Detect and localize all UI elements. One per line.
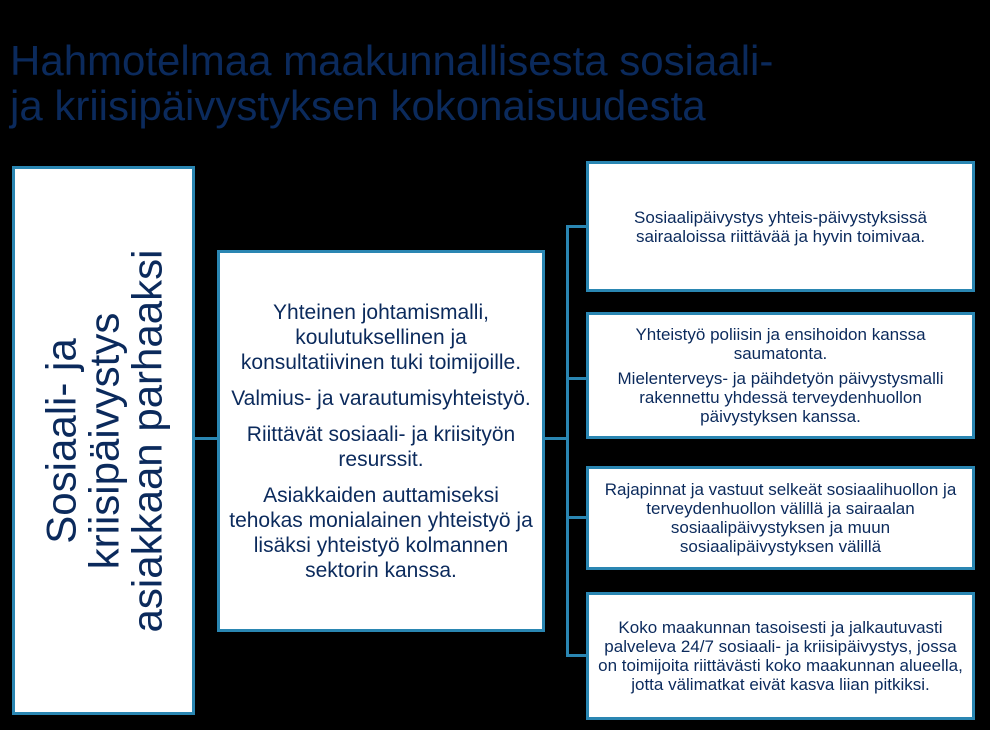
connector-vertical-spine bbox=[566, 225, 569, 657]
connector-left-middle bbox=[195, 437, 217, 440]
right-node-2-text-2: Mielenterveys- ja päihdetyön päivystysmalli rakennettu yhdessä terveydenhuollon päivystyksen kanssa. bbox=[617, 369, 944, 426]
root-line-2: kriisipäivystys bbox=[80, 312, 127, 569]
root-line-3: asiakkaan parhaaksi bbox=[123, 249, 170, 632]
connector-middle-trunk bbox=[545, 437, 567, 440]
right-node-1-text: Sosiaalipäivystys yhteis-päivystyksissä sairaaloissa riittävää ja hyvin toimivaa. bbox=[634, 207, 927, 246]
right-node-2-text-1: Yhteistyö poliisin ja ensihoidon kanssa saumatonta. bbox=[635, 325, 926, 363]
connector-branch-2 bbox=[566, 377, 586, 380]
title-line-2: ja kriisipäivystyksen kokonaisuudesta bbox=[10, 82, 706, 129]
connector-branch-4 bbox=[566, 654, 586, 657]
connector-branch-3 bbox=[566, 516, 586, 519]
title-line-1: Hahmotelmaa maakunnallisesta sosiaali- bbox=[10, 37, 774, 84]
right-node-4 bbox=[586, 592, 975, 720]
right-node-1 bbox=[586, 161, 975, 292]
right-node-3-text: Rajapinnat ja vastuut selkeät sosiaalihuollon ja terveydenhuollon välillä ja sairaalan sosiaalipäivystyksen ja muun sosiaalipäivystyksen välillä bbox=[604, 480, 957, 556]
root-node bbox=[12, 166, 195, 715]
right-node-4-text: Koko maakunnan tasoisesti ja jalkautuvasti palveleva 24/7 sosiaali- ja kriisipäivystys, jossa on toimijoita riittävästi koko maakunnan alueella, jotta välimatkat eivät kasva liian pitkiksi. bbox=[598, 618, 963, 694]
right-node-2 bbox=[586, 312, 975, 439]
middle-paragraph-3: Riittävät sosiaali- ja kriisityön resurssit. bbox=[246, 422, 516, 471]
page-title bbox=[10, 38, 980, 128]
root-line-1: Sosiaali- ja bbox=[37, 337, 84, 544]
root-node-label bbox=[39, 249, 168, 632]
connector-branch-1 bbox=[566, 225, 586, 228]
right-node-3 bbox=[586, 466, 975, 570]
middle-paragraph-2: Valmius- ja varautumisyhteistyö. bbox=[231, 386, 531, 410]
middle-paragraph-4: Asiakkaiden auttamiseksi tehokas monialainen yhteistyö ja lisäksi yhteistyö kolmannen sektorin kanssa. bbox=[229, 483, 533, 582]
middle-node bbox=[217, 250, 545, 632]
middle-paragraph-1: Yhteinen johtamismalli, koulutuksellinen ja konsultatiivinen tuki toimijoille. bbox=[240, 300, 522, 374]
